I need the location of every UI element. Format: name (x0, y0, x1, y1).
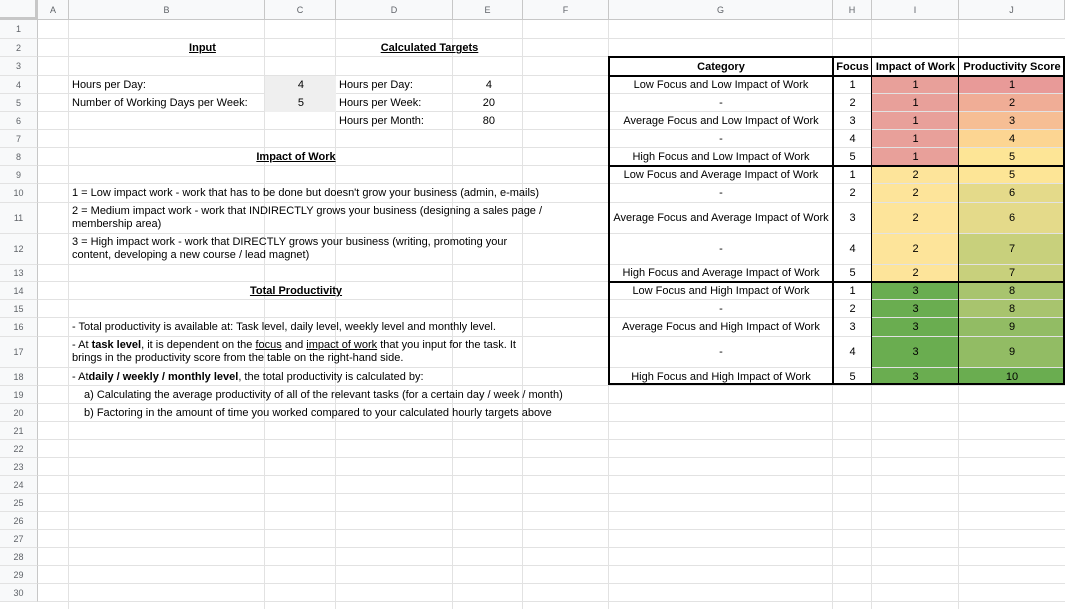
column-header-j[interactable]: J (959, 0, 1065, 20)
row-header-9[interactable]: 9 (0, 166, 38, 184)
category-cell[interactable]: Average Focus and Low Impact of Work (609, 112, 833, 130)
focus-cell[interactable]: 1 (833, 76, 872, 94)
focus-cell[interactable]: 2 (833, 94, 872, 112)
column-header-h[interactable]: H (833, 0, 872, 20)
focus-cell[interactable]: 4 (833, 234, 872, 265)
focus-header: Focus (833, 57, 872, 76)
focus-cell[interactable]: 1 (833, 282, 872, 300)
focus-cell[interactable]: 5 (833, 368, 872, 386)
productivity-line-5: b) Factoring in the amount of time you worked compared to your calculated hourly targets above (84, 407, 552, 419)
row-header-27[interactable]: 27 (0, 530, 38, 548)
category-header: Category (609, 57, 833, 76)
target-per-week-label: Hours per Week: (339, 97, 422, 109)
row-header-17[interactable]: 17 (0, 337, 38, 368)
table-divider-horizontal (608, 75, 1065, 77)
productivity-line-2: - At task level, it is dependent on the focus and impact of work that you input for the task. It brings in the productivity score from the table on the right-hand side. (72, 339, 516, 364)
impact-cell[interactable]: 1 (872, 76, 959, 94)
hours-per-day-label: Hours per Day: (72, 79, 146, 91)
impact-cell[interactable]: 3 (872, 337, 959, 368)
row-header-5[interactable]: 5 (0, 94, 38, 112)
target-per-month-label: Hours per Month: (339, 115, 424, 127)
focus-cell[interactable]: 4 (833, 337, 872, 368)
impact-cell[interactable]: 2 (872, 184, 959, 203)
score-cell[interactable]: 6 (959, 184, 1065, 203)
row-header-7[interactable]: 7 (0, 130, 38, 148)
row-header-3[interactable]: 3 (0, 57, 38, 76)
impact-title: Impact of Work (256, 151, 336, 163)
focus-cell[interactable]: 3 (833, 203, 872, 234)
impact-line-3: 3 = High impact work - work that DIRECTLY grows your business (writing, promoting your content, developing a new course / lead magnet) (72, 236, 508, 261)
impact-cell[interactable]: 3 (872, 368, 959, 386)
category-cell[interactable]: Low Focus and High Impact of Work (609, 282, 833, 300)
category-cell[interactable]: - (609, 234, 833, 265)
targets-title: Calculated Targets (380, 42, 479, 54)
category-cell[interactable]: - (609, 337, 833, 368)
category-cell[interactable]: High Focus and Average Impact of Work (609, 265, 833, 282)
score-cell[interactable]: 8 (959, 282, 1065, 300)
row-header-16[interactable]: 16 (0, 318, 38, 337)
select-all-corner[interactable] (0, 0, 38, 20)
row-header-19[interactable]: 19 (0, 386, 38, 404)
grid-line-horizontal (38, 565, 1065, 566)
table-divider-horizontal (608, 165, 1065, 167)
score-cell[interactable]: 5 (959, 148, 1065, 166)
category-cell[interactable]: Low Focus and Average Impact of Work (609, 166, 833, 184)
category-cell[interactable]: Average Focus and High Impact of Work (609, 318, 833, 337)
row-header-15[interactable]: 15 (0, 300, 38, 318)
productivity-line-3: - At daily / weekly / monthly level , the total productivity is calculated by: (72, 371, 424, 383)
row-header-18[interactable]: 18 (0, 368, 38, 386)
category-cell[interactable]: High Focus and High Impact of Work (609, 368, 833, 386)
focus-cell[interactable]: 1 (833, 166, 872, 184)
impact-cell[interactable]: 1 (872, 148, 959, 166)
table-divider-vertical (832, 56, 834, 385)
productivity-title: Total Productivity (249, 285, 343, 297)
column-header-i[interactable]: I (872, 0, 959, 20)
grid-line-horizontal (38, 493, 1065, 494)
row-header-8[interactable]: 8 (0, 148, 38, 166)
score-cell[interactable]: 6 (959, 203, 1065, 234)
column-header-g[interactable]: G (609, 0, 833, 20)
column-header-b[interactable]: B (69, 0, 265, 20)
row-header-26[interactable]: 26 (0, 512, 38, 530)
impact-line-1: 1 = Low impact work - work that has to be done but doesn't grow your business (admin, e-mails) (72, 187, 540, 199)
grid-line-horizontal (38, 439, 1065, 440)
input-title: Input (189, 42, 216, 54)
row-header-29[interactable]: 29 (0, 566, 38, 584)
row-header-10[interactable]: 10 (0, 184, 38, 203)
focus-cell[interactable]: 3 (833, 318, 872, 337)
row-header-30[interactable]: 30 (0, 584, 38, 602)
focus-cell[interactable]: 3 (833, 112, 872, 130)
impact-cell[interactable]: 1 (872, 94, 959, 112)
row-header-14[interactable]: 14 (0, 282, 38, 300)
impact-line-2: 2 = Medium impact work - work that INDIRECTLY grows your business (designing a sales page / membership area) (72, 205, 543, 230)
score-cell[interactable]: 9 (959, 318, 1065, 337)
row-header-4[interactable]: 4 (0, 76, 38, 94)
row-header-11[interactable]: 11 (0, 203, 38, 234)
column-header-c[interactable]: C (265, 0, 336, 20)
score-cell[interactable]: 9 (959, 337, 1065, 368)
score-cell[interactable]: 1 (959, 76, 1065, 94)
row-header-1[interactable]: 1 (0, 20, 38, 39)
score-cell[interactable]: 2 (959, 94, 1065, 112)
category-cell[interactable]: Average Focus and Average Impact of Work (609, 203, 833, 234)
table-divider-vertical-thin (871, 56, 872, 385)
row-header-28[interactable]: 28 (0, 548, 38, 566)
category-cell[interactable]: - (609, 94, 833, 112)
row-header-23[interactable]: 23 (0, 458, 38, 476)
impact-cell[interactable]: 2 (872, 203, 959, 234)
grid-line-horizontal (38, 511, 1065, 512)
category-cell[interactable]: - (609, 300, 833, 318)
focus-cell[interactable]: 2 (833, 300, 872, 318)
column-header-a[interactable]: A (38, 0, 69, 20)
productivity-line-1: - Total productivity is available at: Task level, daily level, weekly level and monthly level. (72, 321, 496, 333)
impact-cell[interactable]: 2 (872, 234, 959, 265)
impact-cell[interactable]: 2 (872, 166, 959, 184)
impact-cell[interactable]: 3 (872, 282, 959, 300)
score-cell[interactable]: 7 (959, 234, 1065, 265)
table-divider-horizontal (608, 281, 1065, 283)
focus-cell[interactable]: 5 (833, 265, 872, 282)
grid-line-horizontal (38, 457, 1065, 458)
category-cell[interactable]: High Focus and Low Impact of Work (609, 148, 833, 166)
score-cell[interactable]: 7 (959, 265, 1065, 282)
score-cell[interactable]: 8 (959, 300, 1065, 318)
column-header-d[interactable]: D (336, 0, 453, 20)
table-divider-vertical-thin (958, 56, 959, 385)
impact-cell[interactable]: 3 (872, 318, 959, 337)
row-header-2[interactable]: 2 (0, 39, 38, 57)
target-per-day-value[interactable]: 4 (485, 79, 492, 91)
grid-line-horizontal (38, 583, 1065, 584)
row-header-25[interactable]: 25 (0, 494, 38, 512)
days-per-week-label: Number of Working Days per Week: (72, 97, 248, 109)
grid-line-horizontal (38, 529, 1065, 530)
grid-line-horizontal (38, 475, 1065, 476)
row-header-20[interactable]: 20 (0, 404, 38, 422)
impact-cell[interactable]: 3 (872, 300, 959, 318)
focus-cell[interactable]: 5 (833, 148, 872, 166)
productivity-line-4: a) Calculating the average productivity of all of the relevant tasks (for a certain day / week / month) (84, 389, 563, 401)
column-header-f[interactable]: F (523, 0, 609, 20)
score-header: Productivity Score (959, 57, 1065, 76)
category-cell[interactable]: Low Focus and Low Impact of Work (609, 76, 833, 94)
category-cell[interactable]: - (609, 130, 833, 148)
days-per-week-input[interactable]: 5 (265, 94, 336, 112)
row-header-24[interactable]: 24 (0, 476, 38, 494)
score-cell[interactable]: 3 (959, 112, 1065, 130)
grid-line-horizontal (38, 601, 1065, 602)
target-per-week-value[interactable]: 20 (482, 97, 495, 109)
row-header-21[interactable]: 21 (0, 422, 38, 440)
column-header-e[interactable]: E (453, 0, 523, 20)
score-cell[interactable]: 10 (959, 368, 1065, 386)
hours-per-day-input[interactable]: 4 (265, 76, 336, 94)
focus-cell[interactable]: 2 (833, 184, 872, 203)
grid-line-horizontal (38, 547, 1065, 548)
score-cell[interactable]: 4 (959, 130, 1065, 148)
target-per-month-value[interactable]: 80 (482, 115, 495, 127)
impact-cell[interactable]: 1 (872, 130, 959, 148)
row-header-12[interactable]: 12 (0, 234, 38, 265)
row-header-6[interactable]: 6 (0, 112, 38, 130)
row-header-22[interactable]: 22 (0, 440, 38, 458)
row-header-13[interactable]: 13 (0, 265, 38, 282)
impact-cell[interactable]: 1 (872, 112, 959, 130)
category-cell[interactable]: - (609, 184, 833, 203)
impact-header: Impact of Work (872, 57, 959, 76)
score-cell[interactable]: 5 (959, 166, 1065, 184)
impact-cell[interactable]: 2 (872, 265, 959, 282)
target-per-day-label: Hours per Day: (339, 79, 413, 91)
focus-cell[interactable]: 4 (833, 130, 872, 148)
